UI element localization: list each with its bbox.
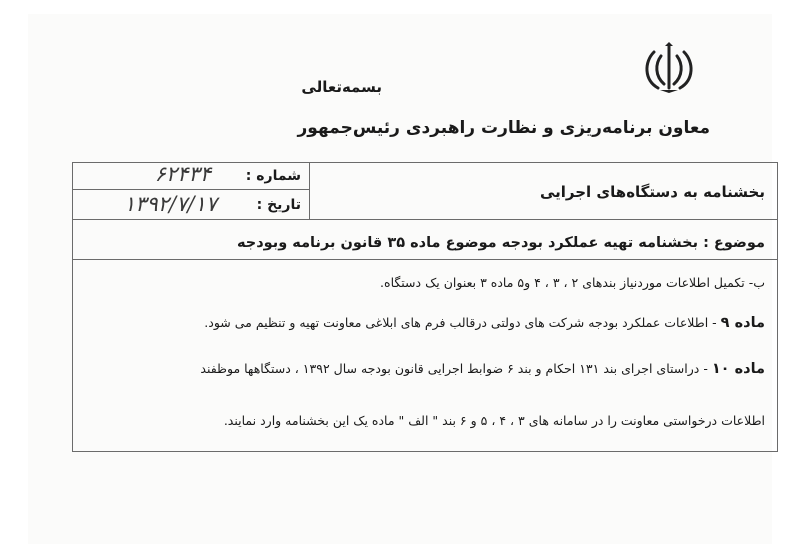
article-10	[200, 361, 765, 377]
basmala-heading: بسمه‌تعالی	[301, 78, 382, 96]
article-10-continuation: اطلاعات درخواستی معاونت را در سامانه های ۳ ، ۴ ، ۵ و ۶ بند " الف " ماده یک این بخشنامه وارد نمایند.	[223, 413, 765, 428]
article-10-title: ماده ۱۰	[711, 361, 765, 377]
article-10-text: - دراستای اجرای بند ۱۳۱ احکام و بند ۶ ضوابط اجرایی قانون بودجه سال ۱۳۹۲ ، دستگاهها موظفند	[200, 361, 712, 376]
date-value: ۱۳۹۲/۷/۱۷	[123, 192, 217, 216]
divider	[73, 189, 309, 190]
organization-title: معاون برنامه‌ریزی و نظارت راهبردی رئیس‌جمهور	[297, 118, 710, 138]
article-9	[204, 315, 765, 331]
subject-line: موضوع : بخشنامه تهیه عملکرد بودجه موضوع ماده ۳۵ قانون برنامه وبودجه	[237, 235, 765, 251]
divider	[309, 163, 310, 219]
letter-page	[28, 14, 772, 544]
article-9-title: ماده ۹	[720, 315, 765, 331]
clause-b: ب- تکمیل اطلاعات موردنیاز بندهای ۲ ، ۳ ، ۴ و۵ ماده ۳ بعنوان یک دستگاه.	[380, 275, 765, 290]
divider	[73, 219, 777, 220]
article-9-text: - اطلاعات عملکرد بودجه شرکت های دولتی درقالب فرم های ابلاغی معاونت تهیه و تنظیم می شود.	[204, 315, 721, 330]
iran-emblem-icon	[640, 42, 698, 94]
recipient-line: بخشنامه به دستگاه‌های اجرایی	[539, 183, 765, 201]
divider	[73, 259, 777, 260]
letter-frame	[72, 162, 778, 452]
number-value: ۶۲۴۳۴	[154, 162, 211, 186]
number-label: شماره :	[245, 168, 301, 184]
date-label: تاریخ :	[256, 197, 301, 213]
